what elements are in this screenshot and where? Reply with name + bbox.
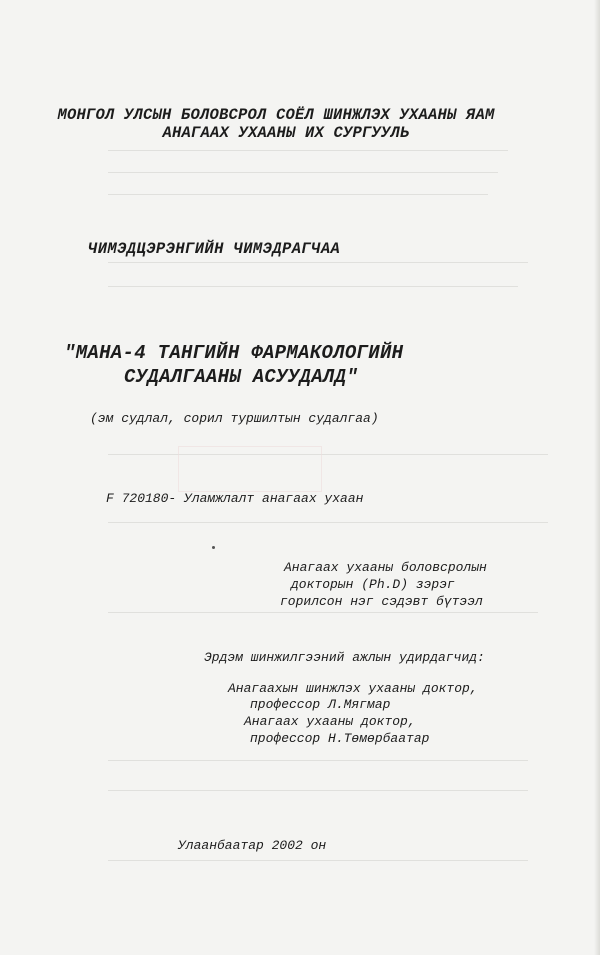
degree-line-3: горилсон нэг сэдэвт бүтээл [280, 594, 483, 609]
bleed-line [108, 194, 488, 195]
degree-line-2: докторын (Ph.D) зэрэг [291, 577, 455, 592]
university-name: АНАГААХ УХААНЫ ИХ СУРГУУЛЬ [162, 124, 410, 142]
supervisor-1-title: Анагаахын шинжлэх ухааны доктор, [228, 681, 478, 696]
bleed-line [108, 286, 518, 287]
supervisor-2-title: Анагаах ухааны доктор, [244, 714, 416, 729]
degree-line-1: Анагаах ухааны боловсролын [284, 560, 487, 575]
author-name: ЧИМЭДЦЭРЭНГИЙН ЧИМЭДРАГЧАА [88, 240, 341, 258]
page-edge-shadow [594, 0, 600, 955]
thesis-title-line-2: СУДАЛГААНЫ АСУУДАЛД" [124, 366, 359, 388]
ministry-name: МОНГОЛ УЛСЫН БОЛОВСРОЛ СОЁЛ ШИНЖЛЭХ УХААНЫ ЯАМ [57, 106, 495, 124]
bleed-line [108, 760, 528, 761]
bleed-line [108, 522, 548, 523]
supervisor-2-name: профессор Н.Төмөрбаатар [250, 731, 430, 746]
thesis-subtitle: (эм судлал, сорил туршилтын судалгаа) [90, 411, 379, 426]
thesis-title-line-1: "МАНА-4 ТАНГИЙН ФАРМАКОЛОГИЙН [64, 342, 404, 364]
bleed-line [108, 860, 528, 861]
supervisors-heading: Эрдэм шинжилгээний ажлын удирдагчид: [204, 650, 485, 665]
city-and-year: Улаанбаатар 2002 он [178, 838, 327, 853]
supervisor-1-name: профессор Л.Мягмар [250, 697, 391, 712]
ink-speck [212, 546, 215, 549]
bleed-line [108, 172, 498, 173]
bleed-line [108, 150, 508, 151]
bleed-line [108, 790, 528, 791]
bleed-line [108, 262, 528, 263]
bleed-line [108, 612, 538, 613]
specialty-code: F 720180- Уламжлалт анагаах ухаан [106, 491, 364, 506]
faint-stamp-mark [178, 446, 322, 492]
bleed-line [108, 454, 548, 455]
